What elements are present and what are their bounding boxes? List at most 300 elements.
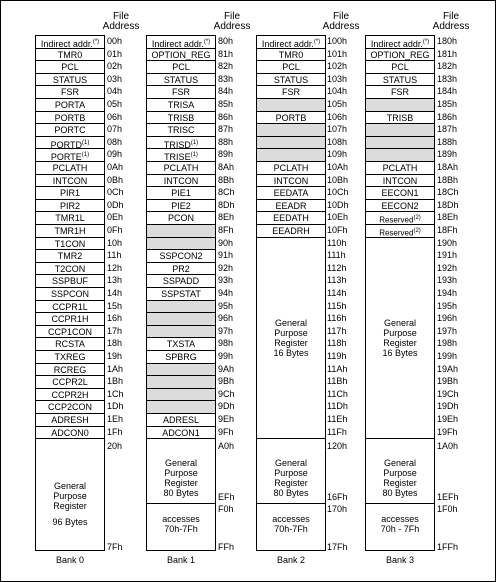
unimplemented-register [366, 124, 434, 137]
unimplemented-register [147, 376, 215, 389]
register-cell [36, 99, 104, 112]
file-address: 189h [437, 149, 458, 160]
file-address: 111h [327, 250, 346, 261]
register-cell [257, 49, 325, 62]
file-address: 0Eh [107, 212, 124, 223]
file-address: 18Dh [437, 199, 459, 210]
file-address: 186h [437, 111, 458, 122]
register-cell [147, 351, 215, 364]
file-address: 17h [107, 325, 123, 336]
register-name: CCP1CON [47, 326, 92, 337]
header-line-address: Address [102, 21, 140, 32]
file-address: 11Ch [327, 388, 348, 399]
file-address: 0Dh [107, 199, 124, 210]
file-address: 86h [218, 111, 234, 122]
register-cell [147, 250, 215, 263]
register-name: CCPR2L [52, 377, 88, 388]
register-name: CCPR1H [51, 314, 89, 325]
gp-label-line: Purpose [383, 467, 417, 478]
unimplemented-register [147, 301, 215, 314]
register-name: FSR [391, 87, 409, 98]
gp-label-line: Register [274, 477, 308, 488]
register-cell [366, 162, 434, 175]
register-cell [36, 389, 104, 402]
register-cell [147, 124, 215, 137]
register-name: RCREG [53, 364, 87, 375]
file-address: 1Eh [107, 414, 124, 424]
register-name: ADRESH [51, 415, 89, 425]
file-address: 8Ah [218, 162, 235, 172]
register-cell [257, 187, 325, 200]
register-name: ADRESL [162, 415, 199, 425]
gp-label-line: 16 Bytes [273, 348, 309, 359]
register-name: ADCON1 [162, 427, 200, 438]
header-line-file: File [332, 11, 350, 22]
register-cell [36, 137, 104, 150]
file-address: 115h [327, 300, 347, 311]
register-name: OPTION_REG [370, 49, 430, 60]
register-name: ADCON0 [51, 427, 89, 438]
gp-label-line: Purpose [274, 328, 308, 339]
file-address: 185h [437, 99, 458, 109]
register-name: TRISC [167, 125, 195, 136]
register-name: EEADR [275, 200, 307, 211]
file-address: 80h [218, 36, 234, 46]
register-name: PCLATH [52, 163, 88, 173]
access-label-line: 70h-7Fh [164, 524, 198, 534]
register-footnote: (*) [92, 39, 100, 45]
gp-label-line: General [383, 318, 417, 329]
gp-label-line: General [164, 457, 198, 468]
register-cell [36, 338, 104, 351]
register-cell [366, 112, 434, 125]
unimplemented-register [147, 238, 215, 251]
file-address: 188h [437, 136, 458, 147]
header-line-address: Address [432, 21, 470, 32]
register-name: FSR [172, 87, 190, 98]
register-cell [147, 74, 215, 87]
register-name: TRISA [167, 100, 195, 110]
gp-label-line: General [274, 457, 308, 468]
register-name: PCON [167, 213, 194, 224]
file-address: 9Ch [218, 388, 235, 399]
register-name: TRISB [167, 112, 195, 123]
bank-column [146, 35, 216, 551]
register-cell [366, 74, 434, 87]
header-line-address: Address [213, 21, 251, 32]
file-address: 101h [327, 48, 348, 59]
file-address: 19Bh [437, 376, 459, 387]
file-address: 10Bh [327, 174, 349, 185]
register-cell [36, 187, 104, 200]
register-name: TMR1H [54, 226, 86, 236]
file-address: 09h [107, 149, 123, 160]
register-name: SSPBUF [51, 276, 88, 287]
register-name: SPBRG [165, 352, 197, 362]
file-address: 13h [107, 275, 123, 286]
file-address: 93h [218, 275, 234, 286]
register-name: STATUS [163, 74, 199, 85]
register-cell [147, 187, 215, 200]
register-cell [366, 61, 434, 74]
register-cell [257, 212, 325, 225]
register-cell [366, 175, 434, 188]
register-cell [36, 74, 104, 87]
file-address: FFh [218, 542, 235, 552]
register-cell [147, 49, 215, 62]
gp-register-block [36, 439, 104, 550]
file-address: 11Dh [327, 401, 348, 412]
file-address: 15h [107, 300, 123, 311]
bank-column [35, 35, 105, 551]
file-address: 18Eh [437, 212, 459, 223]
register-cell [147, 86, 215, 99]
access-label-line: accesses [381, 514, 419, 524]
gp-register-16-block [366, 238, 434, 440]
register-name: TMR2 [57, 251, 83, 262]
register-cell [36, 326, 104, 339]
gp-label-line: Register [164, 477, 198, 488]
register-name: STATUS [382, 74, 418, 85]
bank-label: Bank 3 [385, 555, 415, 565]
register-name: TRISB [386, 112, 414, 123]
unimplemented-register [366, 137, 434, 150]
gp-register-block [147, 439, 215, 504]
file-address: 98h [218, 338, 234, 349]
register-cell [36, 36, 104, 49]
register-cell [366, 187, 434, 200]
register-name: PCLATH [382, 163, 418, 173]
file-address: 1Dh [107, 401, 124, 412]
register-name: CCPR1L [52, 301, 88, 312]
file-address: 20h [107, 441, 123, 452]
file-address: 12h [107, 262, 123, 273]
register-cell [147, 263, 215, 276]
file-address: 182h [437, 61, 458, 72]
register-name: Indirect addr. [261, 39, 314, 49]
register-cell [147, 61, 215, 74]
access-label-line: accesses [162, 514, 200, 524]
register-cell [36, 364, 104, 377]
file-address: 112h [327, 262, 347, 273]
register-name: PIE1 [171, 188, 191, 199]
register-name: PCLATH [273, 163, 309, 173]
register-cell [36, 263, 104, 276]
register-name: TRISE [164, 152, 191, 162]
register-name: PORTB [275, 112, 307, 123]
gp-label-line: 80 Bytes [163, 487, 199, 498]
file-address: 1EFh [437, 492, 459, 502]
register-cell [36, 427, 104, 440]
register-name: STATUS [52, 74, 88, 85]
gp-label-line: 16 Bytes [382, 348, 418, 359]
register-name: Reserved [379, 228, 414, 238]
gp-label-line: Register [274, 338, 308, 349]
register-cell [366, 36, 434, 49]
register-cell [366, 49, 434, 62]
register-name: INTCON [52, 175, 88, 186]
unimplemented-register [147, 326, 215, 339]
header-line-address: Address [322, 21, 360, 32]
register-cell [257, 61, 325, 74]
register-cell [147, 162, 215, 175]
register-name: T1CON [54, 238, 86, 249]
register-name: Reserved [379, 216, 414, 225]
bank-label: Bank 1 [166, 555, 196, 565]
file-address: 81h [218, 48, 234, 59]
register-name: CCPR2H [51, 389, 89, 400]
file-address: 16Fh [327, 492, 348, 502]
file-address: 19Fh [437, 426, 458, 437]
register-footnote: (1) [190, 152, 198, 159]
file-address: 90h [218, 237, 234, 248]
register-cell [147, 36, 215, 49]
register-cell [257, 112, 325, 125]
register-name: TXSTA [166, 339, 196, 350]
register-name: INTCON [273, 175, 309, 186]
file-address: 184h [437, 86, 458, 97]
register-name: FSR [282, 87, 300, 98]
register-cell [36, 414, 104, 427]
register-cell [147, 288, 215, 301]
file-address: 19Ch [437, 388, 459, 399]
unimplemented-register [147, 389, 215, 402]
file-address: 97h [218, 325, 234, 336]
file-address: 83h [218, 73, 234, 84]
register-footnote: (2) [413, 215, 421, 222]
file-address: 9Dh [218, 401, 235, 412]
register-cell [147, 275, 215, 288]
file-address: 105h [327, 99, 348, 109]
file-address: 1Fh [107, 426, 123, 437]
bank-label: Bank 0 [55, 555, 85, 565]
file-address: 8Eh [218, 212, 235, 223]
file-address: 7Fh [107, 542, 123, 552]
file-address: 117h [327, 325, 347, 336]
gp-label-line: Register [383, 477, 417, 488]
file-address: 1Ah [107, 363, 124, 374]
file-address: 06h [107, 111, 123, 122]
register-footnote: (1) [190, 139, 199, 146]
file-address: 190h [437, 237, 458, 248]
register-name: PORTA [54, 100, 86, 110]
unimplemented-register [257, 149, 325, 162]
access-block [147, 504, 215, 550]
register-cell [36, 376, 104, 389]
register-cell [147, 99, 215, 112]
register-name: Indirect addr. [151, 39, 204, 49]
file-address: 96h [218, 313, 234, 324]
file-address: 0Ch [107, 187, 124, 198]
access-block [257, 504, 325, 550]
file-address: 11Eh [327, 414, 348, 424]
file-address: 11h [107, 250, 122, 261]
bank-column [365, 35, 435, 551]
register-footnote: (1) [82, 139, 90, 146]
file-address: 100h [327, 36, 348, 46]
file-address: 1F0h [437, 504, 458, 514]
file-address: 89h [218, 149, 234, 160]
register-cell [147, 112, 215, 125]
gp-label-line: Purpose [274, 467, 308, 478]
file-address: 9Eh [218, 414, 235, 424]
file-address: 106h [327, 111, 348, 122]
file-address: 9Ah [218, 363, 235, 374]
file-address: 02h [107, 61, 123, 72]
file-address: 113h [327, 275, 347, 286]
register-name: TMR1L [55, 213, 85, 224]
register-name: SSPCON2 [159, 251, 203, 262]
gp-label-line: 80 Bytes [273, 487, 309, 498]
file-address: 04h [107, 86, 123, 97]
register-name: Indirect addr. [40, 39, 93, 49]
bank-label: Bank 2 [276, 555, 306, 565]
file-address: 116h [327, 313, 347, 324]
access-label-line: 70h-7Fh [274, 524, 308, 534]
register-cell [36, 162, 104, 175]
register-name: PORTC [54, 125, 86, 136]
register-cell [36, 149, 104, 162]
file-address: 08h [107, 136, 123, 147]
register-footnote: (*) [422, 39, 430, 45]
register-cell [36, 301, 104, 314]
register-name: PORTB [54, 112, 86, 123]
file-address: 18Bh [437, 174, 459, 185]
register-name: SSPADD [162, 276, 200, 287]
register-name: EEADRH [272, 226, 310, 236]
file-address: 109h [327, 149, 348, 160]
unimplemented-register [366, 149, 434, 162]
register-footnote: (1) [81, 152, 90, 159]
register-cell [36, 49, 104, 62]
file-address: 10h [107, 237, 123, 248]
register-cell [257, 86, 325, 99]
file-address: 110h [327, 237, 347, 248]
gp-label-line: General [53, 480, 87, 491]
gp-label-line: 96 Bytes [52, 516, 88, 527]
file-address: 00h [107, 36, 123, 46]
file-address: 198h [437, 338, 458, 349]
register-name: TMR0 [57, 49, 83, 60]
file-address: 8Fh [218, 225, 234, 235]
file-address: 170h [327, 504, 348, 514]
file-address-header [431, 12, 471, 32]
file-address: 19Ah [437, 363, 459, 374]
register-cell [257, 175, 325, 188]
file-address: 193h [437, 275, 458, 286]
gp-label-line: Register [383, 338, 417, 349]
register-name: PORTE [50, 152, 82, 162]
file-address: F0h [218, 504, 234, 514]
register-name: STATUS [273, 74, 309, 85]
register-name: EECON1 [381, 188, 419, 199]
register-cell [36, 250, 104, 263]
access-label-line: 70h - 7Fh [380, 524, 420, 534]
gp-label-line: Purpose [53, 490, 87, 501]
gp-label-line: Register [53, 500, 87, 511]
register-cell [36, 288, 104, 301]
register-cell [36, 225, 104, 238]
gp-label-line: General [383, 457, 417, 468]
unimplemented-register [257, 99, 325, 112]
gp-register-block [366, 439, 434, 504]
file-address: 118h [327, 338, 347, 349]
file-address: 19h [107, 351, 123, 361]
access-label-line: accesses [272, 514, 310, 524]
register-cell [257, 225, 325, 238]
register-name: SSPCON [50, 289, 89, 299]
register-name: PIR2 [59, 200, 80, 211]
register-name: PIR1 [59, 188, 80, 199]
file-address: 07h [107, 124, 123, 135]
file-address: 14h [107, 288, 123, 298]
register-footnote: (*) [313, 39, 321, 45]
file-address: 18Ah [437, 162, 459, 172]
register-cell [257, 200, 325, 213]
register-name: RCSTA [55, 339, 85, 350]
register-cell [36, 313, 104, 326]
file-address: 16h [107, 313, 123, 324]
register-name: T2CON [54, 263, 86, 274]
file-address: 10Fh [327, 225, 348, 235]
file-address: 9Fh [218, 426, 234, 437]
unimplemented-register [147, 225, 215, 238]
register-cell [366, 212, 434, 225]
register-name: TXREG [54, 352, 86, 362]
register-cell [147, 338, 215, 351]
register-name: TMR0 [278, 49, 304, 60]
file-address: 180h [437, 36, 458, 46]
file-address: 8Bh [218, 174, 235, 185]
register-name: PCL [391, 62, 409, 73]
file-address: 0Ah [107, 162, 124, 172]
file-address: 10Ch [327, 187, 349, 198]
file-address: 95h [218, 300, 234, 311]
register-cell [257, 162, 325, 175]
register-cell [366, 86, 434, 99]
file-address: 18h [107, 338, 123, 349]
file-address: 10Eh [327, 212, 349, 223]
register-cell [36, 86, 104, 99]
file-address: 194h [437, 288, 458, 298]
register-name: SSPSTAT [161, 289, 201, 299]
register-cell [147, 149, 215, 162]
file-address: 19Eh [437, 414, 459, 424]
register-cell [147, 137, 215, 150]
header-line-file: File [442, 11, 460, 22]
file-address: 120h [327, 441, 348, 452]
register-cell [147, 212, 215, 225]
bank-column [256, 35, 326, 551]
file-address: 11Bh [327, 376, 348, 387]
gp-label-line: Purpose [383, 328, 417, 339]
file-address: 18Ch [437, 187, 459, 198]
file-address: 183h [437, 73, 458, 84]
register-cell [36, 124, 104, 137]
file-address: 84h [218, 86, 234, 97]
file-address: EFh [218, 492, 235, 502]
register-name: EEDATH [273, 213, 309, 224]
file-address-header [101, 12, 141, 32]
unimplemented-register [257, 137, 325, 150]
register-cell [36, 175, 104, 188]
register-name: EEDATA [273, 188, 309, 199]
file-address: 87h [218, 124, 234, 135]
file-address: 8Dh [218, 199, 235, 210]
file-address: 11Fh [327, 426, 347, 437]
unimplemented-register [257, 124, 325, 137]
register-cell [147, 414, 215, 427]
